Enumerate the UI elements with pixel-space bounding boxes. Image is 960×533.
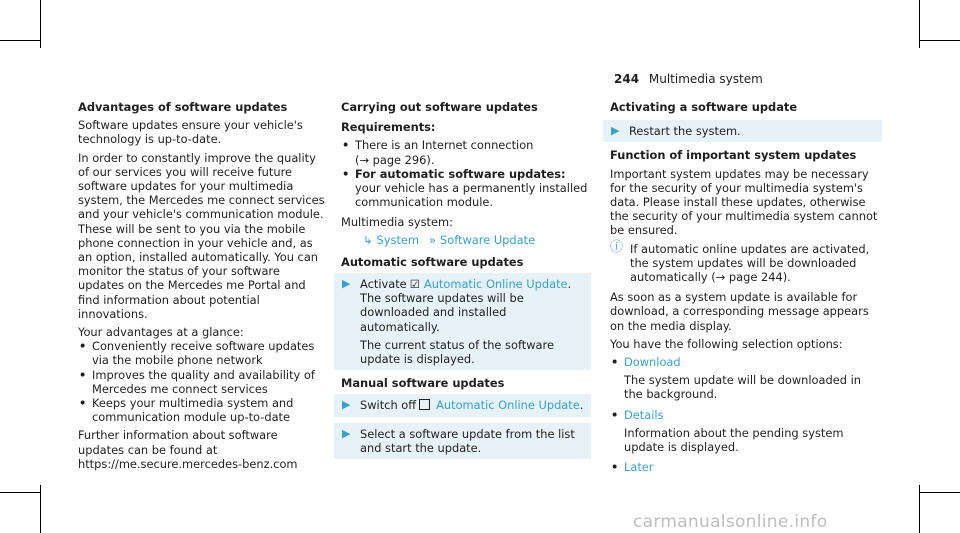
heading-advantages: Advantages of software updates: [78, 100, 288, 114]
checkbox-checked-icon: ☑: [409, 277, 420, 292]
details-option[interactable]: Details: [624, 407, 664, 422]
column-carrying-out: [341, 100, 591, 465]
step-arrow-icon: ▶: [342, 426, 351, 440]
column-advantages: [78, 100, 326, 475]
paragraph: Software updates ensure your vehicle's technology is up-to-date.: [78, 118, 303, 147]
path-separator-icon: »: [429, 232, 437, 247]
column-activating: [610, 100, 882, 474]
instruction-step: [334, 394, 591, 416]
automatic-online-update-option[interactable]: Automatic Online Update: [423, 277, 568, 292]
step-text: Restart the system.: [629, 124, 741, 139]
step-arrow-icon: ▶: [611, 124, 620, 138]
checkbox-empty-icon: [419, 399, 430, 410]
heading-function: Function of important system updates: [610, 148, 857, 163]
automatic-online-update-option[interactable]: Automatic Online Update: [436, 398, 580, 413]
menu-system[interactable]: System: [376, 232, 420, 247]
option-description: Information about the pending system update is displayed.: [624, 425, 844, 455]
option-description: The system update will be downloaded in the background.: [624, 373, 861, 402]
bullet-icon: •: [79, 339, 87, 354]
list-item-text: Improves the quality and availability of Mercedes me connect services: [92, 367, 315, 396]
menu-path: [341, 233, 591, 247]
list-item: [78, 339, 326, 367]
option-download: [610, 355, 882, 369]
bullet-icon: •: [79, 396, 87, 411]
paragraph: Your advantages at a glance:: [78, 325, 244, 340]
list-item-text: Conveniently receive software updates via the mobile phone network: [92, 339, 315, 368]
bullet-icon: •: [611, 460, 619, 475]
crop-mark: [0, 40, 40, 41]
info-note: [610, 239, 882, 285]
page-header: [614, 72, 763, 86]
watermark: carmanualsonline.info: [633, 512, 828, 532]
download-option[interactable]: Download: [624, 355, 681, 370]
instruction-step: [334, 423, 591, 459]
instruction-step: [603, 120, 882, 142]
list-item: [78, 368, 326, 396]
list-item-text: There is an Internet connection: [355, 138, 534, 153]
menu-arrow-icon: ↳: [363, 232, 373, 247]
crop-mark: [919, 40, 960, 41]
instruction-step: [334, 273, 591, 370]
menu-software-update[interactable]: Software Update: [440, 232, 536, 247]
later-option[interactable]: Later: [624, 460, 654, 475]
section-title: Multimedia system: [648, 72, 763, 86]
paragraph: In order to constantly improve the quality of our services you will receive future software updates for your multimedia system, the Mercedes me connect services and your vehicle's communication module. These will be sent to you via the mobile phone connection in your vehicle and, as an option, installed automatically. You can monitor the status of your software updates on the Mercedes me Portal and find information about potential innovations.: [78, 150, 325, 321]
list-item: [341, 138, 591, 166]
bullet-icon: •: [79, 367, 87, 382]
heading-automatic: Automatic software updates: [341, 254, 524, 269]
menu-path-label: Multimedia system:: [341, 215, 453, 230]
step-text: The current status of the software update is displayed.: [360, 337, 554, 367]
bullet-icon: •: [611, 407, 619, 422]
list-item: [78, 396, 326, 424]
list-item-bold: For automatic software updates:: [355, 166, 566, 181]
list-item: [341, 167, 591, 210]
step-text: Activate: [360, 277, 407, 292]
heading-manual: Manual software updates: [341, 376, 505, 391]
list-item-text: Keeps your multimedia system and communication module up-to-date: [92, 396, 294, 425]
step-text: .: [579, 398, 584, 413]
paragraph: Important system updates may be necessary for the security of your multimedia system's data. Please install these updates, otherwise the security of your multimedia system cannot be ensured.: [610, 166, 878, 238]
paragraph: Further information about software updates can be found at https://me.secure.mercedes-benz.com: [78, 428, 298, 471]
step-text: Select a software update from the list and start the update.: [360, 426, 575, 455]
bullet-icon: •: [342, 166, 350, 181]
step-text: The software updates will be downloaded and installed automatically.: [360, 291, 524, 334]
heading-activating: Activating a software update: [610, 100, 798, 114]
page-reference[interactable]: (→ page 296).: [355, 152, 435, 167]
option-details: [610, 408, 882, 422]
heading-requirements: Requirements:: [341, 120, 436, 135]
bullet-icon: •: [342, 138, 350, 153]
note-text: If automatic online updates are activated, the system updates will be downloaded automatically (→ page 244).: [630, 241, 870, 285]
info-icon: ⓘ: [610, 239, 624, 255]
step-arrow-icon: ▶: [342, 277, 351, 291]
paragraph: You have the following selection options:: [610, 336, 843, 351]
list-item-text: your vehicle has a permanently installed communication module.: [355, 181, 588, 210]
step-text: .: [567, 277, 572, 292]
heading-carrying-out: Carrying out software updates: [341, 100, 538, 114]
option-later: [610, 460, 882, 474]
step-text: Switch off: [360, 398, 417, 413]
page-number: 244: [614, 72, 640, 86]
crop-mark: [0, 492, 40, 493]
step-arrow-icon: ▶: [342, 398, 351, 412]
crop-mark: [40, 485, 41, 533]
paragraph: As soon as a system update is available for download, a corresponding message appears on the media display.: [610, 290, 869, 333]
bullet-icon: •: [611, 355, 619, 370]
crop-mark: [40, 0, 41, 48]
crop-mark: [919, 492, 960, 493]
